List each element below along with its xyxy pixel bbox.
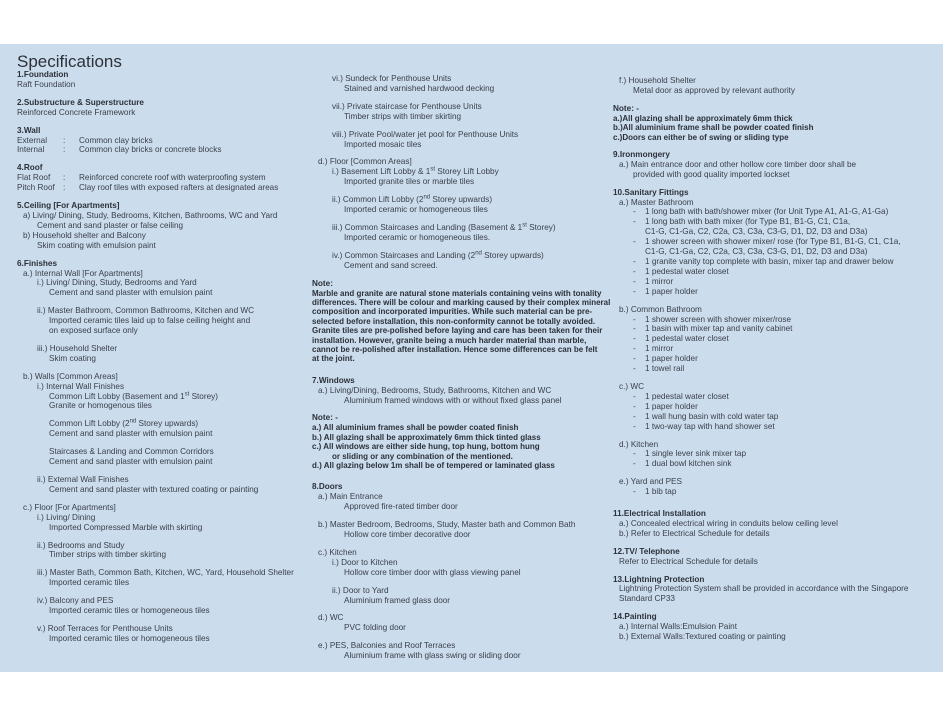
finishes-d3-value: Imported ceramic or homogeneous tiles. xyxy=(344,232,491,242)
doors-c2-value: Aluminium framed glass door xyxy=(344,595,451,605)
colon: : xyxy=(63,135,66,145)
list-item xyxy=(613,207,935,217)
bullet-dash: - xyxy=(633,286,636,296)
list-item-text: 1 mirror xyxy=(645,276,674,286)
bullet-dash: - xyxy=(633,324,636,334)
section-sanitary-heading: 10.Sanitary Fittings xyxy=(613,187,689,197)
bullet-dash: - xyxy=(633,276,636,286)
list-item xyxy=(613,237,935,247)
ceiling-item-b-value: Skim coating with emulsion paint xyxy=(37,240,156,250)
finishes-b: b.) Walls [Common Areas] xyxy=(23,371,118,381)
marble-note-line: cannot be re-polished after installation. Hence some differences can be felt xyxy=(312,344,598,354)
bullet-dash: - xyxy=(633,257,636,266)
painting-a: a.) Internal Walls:Emulsion Paint xyxy=(619,622,738,632)
roof-pitch-value: Clay roof tiles with exposed rafters at designated areas xyxy=(79,183,279,193)
finishes-d1-value: Imported granite tiles or marble tiles xyxy=(344,177,475,187)
finishes-d3-text-end: Storey) xyxy=(526,222,556,232)
list-item-text: 1 basin with mixer tap and vanity cabinet xyxy=(645,324,793,334)
painting-b: b.) External Walls:Textured coating or painting xyxy=(619,632,786,642)
finishes-c3: iii.) Master Bath, Common Bath, Kitchen, WC, Yard, Household Shelter xyxy=(37,568,294,578)
windows-note-line: or sliding or any combination of the mentioned. xyxy=(332,451,513,461)
roof-flat-value: Reinforced concrete roof with waterproofing system xyxy=(79,173,266,183)
section-windows-heading: 7.Windows xyxy=(312,375,355,385)
roof-pitch-label: Pitch Roof xyxy=(17,183,55,193)
electrical-a: a.) Concealed electrical wiring in conduits below ceiling level xyxy=(619,518,838,528)
bullet-dash: - xyxy=(633,487,636,497)
finishes-c6: vi.) Sundeck for Penthouse Units xyxy=(332,74,452,83)
list-item xyxy=(613,487,935,497)
list-item-text: 1 shower screen with shower mixer/rose xyxy=(645,314,792,324)
section-lightning-heading: 13.Lightning Protection xyxy=(613,574,705,584)
wall-internal-row xyxy=(17,145,317,155)
finishes-b2-value: Cement and sand plaster with textured coating or painting xyxy=(49,484,259,494)
doors-d: d.) WC xyxy=(318,613,344,623)
list-item xyxy=(613,354,935,364)
section-roof-heading: 4.Roof xyxy=(17,163,43,173)
doors-c1-value: Hollow core timber door with glass viewing panel xyxy=(344,567,521,577)
tv-value: Refer to Electrical Schedule for details xyxy=(619,556,758,566)
finishes-b1: i.) Internal Wall Finishes xyxy=(37,381,125,391)
colon: : xyxy=(63,145,66,155)
finishes-b2: ii.) External Wall Finishes xyxy=(37,475,129,484)
marble-note-line: installation. However, granite being a much harder material than marble, xyxy=(312,335,587,345)
marble-note-line: composition and incorporated impurities. While such material can be pre- xyxy=(312,307,593,317)
wall-external-value: Common clay bricks xyxy=(79,135,153,145)
finishes-b1a-text: Common Lift Lobby (Basement and 1 xyxy=(49,391,185,401)
marble-note-heading: Note: xyxy=(312,278,333,288)
section-substructure-heading: 2.Substructure & Superstructure xyxy=(17,97,144,107)
doors-f-value: Metal door as approved by relevant authority xyxy=(633,85,796,95)
list-item-text: 1 paper holder xyxy=(645,354,698,364)
finishes-c5: v.) Roof Terraces for Penthouse Units xyxy=(37,623,173,633)
ceiling-item-a: a) Living/ Dining, Study, Bedrooms, Kitchen, Bathrooms, WC and Yard xyxy=(23,210,278,220)
superscript: st xyxy=(430,166,435,173)
finishes-c2: ii.) Bedrooms and Study xyxy=(37,540,125,550)
list-item-text: 1 mirror xyxy=(645,344,674,354)
section-finishes-heading: 6.Finishes xyxy=(17,258,58,268)
sanitary-a: a.) Master Bathroom xyxy=(619,197,694,207)
doors-c2: ii.) Door to Yard xyxy=(332,585,389,595)
list-item-text: 1 pedestal water closet xyxy=(645,391,729,401)
finishes-d2 xyxy=(312,195,612,205)
colon: : xyxy=(63,183,66,193)
windows-note-line: b.) All glazing shall be approximately 6mm thick tinted glass xyxy=(312,432,541,442)
roof-pitch-row xyxy=(17,183,317,193)
finishes-d1 xyxy=(312,167,612,177)
finishes-b1b xyxy=(17,419,317,429)
doors-note-line: a.)All glazing shall be approximately 6mm thick xyxy=(613,113,793,123)
bullet-dash: - xyxy=(633,314,636,324)
doors-b-value: Hollow core timber decorative door xyxy=(344,530,471,540)
ceiling-item-a-value: Cement and sand plaster or false ceiling xyxy=(37,220,184,230)
list-item xyxy=(613,287,935,297)
bullet-dash: - xyxy=(633,237,636,247)
finishes-c4: iv.) Balcony and PES xyxy=(37,596,114,606)
finishes-c6-value: Stained and varnished hardwood decking xyxy=(344,83,495,93)
bullet-dash: - xyxy=(633,411,636,421)
list-item xyxy=(613,449,935,459)
finishes-b1a xyxy=(17,392,317,402)
list-item xyxy=(613,267,935,277)
bullet-dash: - xyxy=(633,459,636,469)
wall-external-row xyxy=(17,136,317,146)
bullet-dash: - xyxy=(633,421,636,431)
finishes-c7: vii.) Private staircase for Penthouse Units xyxy=(332,101,482,111)
list-item-text: 1 dual bowl kitchen sink xyxy=(645,459,732,469)
list-item-text: 1 single lever sink mixer tap xyxy=(645,449,747,459)
doors-note-line: c.)Doors can either be of swing or sliding type xyxy=(613,132,789,142)
marble-note-line: at the joint. xyxy=(312,354,355,364)
list-item-text: 1 paper holder xyxy=(645,401,698,411)
list-item xyxy=(613,459,935,469)
colon: : xyxy=(63,173,66,183)
windows-note-line: a.) All aluminium frames shall be powder coated finish xyxy=(312,423,519,433)
superscript: nd xyxy=(475,250,482,257)
finishes-b1c: Staircases & Landing and Common Corridors xyxy=(49,447,214,457)
finishes-c1: i.) Living/ Dining xyxy=(37,512,96,522)
bullet-dash: - xyxy=(633,266,636,276)
foundation-value: Raft Foundation xyxy=(17,79,76,89)
lightning-value-2: Standard CP33 xyxy=(619,594,675,604)
finishes-c2-value: Timber strips with timber skirting xyxy=(49,550,167,560)
finishes-a2-value-2: on exposed surface only xyxy=(49,326,138,336)
windows-note-line: c.) All windows are either side hung, top hung, bottom hung xyxy=(312,442,540,452)
page-title: Specifications xyxy=(17,52,122,71)
finishes-a: a.) Internal Wall [For Apartments] xyxy=(23,268,143,278)
list-item xyxy=(613,277,935,287)
list-item-text: 1 paper holder xyxy=(645,286,698,296)
finishes-a2-value: Imported ceramic tiles laid up to false ceiling height and xyxy=(49,316,251,326)
list-item-text: 1 wall hung basin with cold water tap xyxy=(645,411,779,421)
superscript: nd xyxy=(423,194,431,201)
doors-d-value: PVC folding door xyxy=(344,623,406,633)
wall-external-label: External xyxy=(17,135,48,145)
list-item xyxy=(613,364,935,374)
lightning-value: Lightning Protection System shall be provided in accordance with the Singapore xyxy=(619,584,909,594)
list-item-text: 1 towel rail xyxy=(645,364,685,374)
finishes-d2-value: Imported ceramic or homogeneous tiles xyxy=(344,205,488,215)
finishes-c3-value: Imported ceramic tiles xyxy=(49,578,130,588)
finishes-b1a-value: Granite or homogenous tiles xyxy=(49,401,152,411)
marble-note-line: Granite tiles are pre-polished before laying and care has been taken for their xyxy=(312,326,603,336)
list-item xyxy=(613,315,935,325)
list-item xyxy=(613,344,935,354)
column-3 xyxy=(613,76,935,642)
list-item xyxy=(613,412,935,422)
doors-e: e.) PES, Balconies and Roof Terraces xyxy=(318,641,456,651)
finishes-d4 xyxy=(312,251,612,261)
section-doors-heading: 8.Doors xyxy=(312,482,343,492)
sanitary-d: d.) Kitchen xyxy=(619,439,659,449)
finishes-b1b-text: Common Lift Lobby (2 xyxy=(49,419,130,429)
marble-note-line: Marble and granite are natural stone materials containing veins with tonality xyxy=(312,288,602,298)
finishes-d: d.) Floor [Common Areas] xyxy=(318,157,412,167)
finishes-c8: viii.) Private Pool/water jet pool for Penthouse Units xyxy=(332,129,519,139)
finishes-c8-value: Imported mosaic tiles xyxy=(344,139,422,149)
doors-note-heading: Note: - xyxy=(613,103,639,113)
ironmongery-a: a.) Main entrance door and other hollow core timber door shall be xyxy=(619,159,857,169)
finishes-c7-value: Timber strips with timber skirting xyxy=(344,111,462,121)
finishes-a3-value: Skim coating xyxy=(49,353,96,363)
substructure-value: Reinforced Concrete Framework xyxy=(17,107,136,117)
doors-a-value: Approved fire-rated timber door xyxy=(344,502,458,512)
bullet-dash: - xyxy=(633,364,636,374)
list-item-text: 1 pedestal water closet xyxy=(645,334,729,344)
finishes-c5-value: Imported ceramic tiles or homogeneous tiles xyxy=(49,633,210,643)
list-item xyxy=(613,217,935,227)
list-item xyxy=(613,402,935,412)
section-foundation-heading: 1.Foundation xyxy=(17,70,69,79)
marble-note-line: selected before installation, this non-conformity cannot be totally avoided. xyxy=(312,316,596,326)
finishes-d3 xyxy=(312,223,612,233)
bullet-dash: - xyxy=(633,207,636,217)
finishes-a3: iii.) Household Shelter xyxy=(37,343,118,353)
list-item-text: 1 shower screen with shower mixer/ rose (for Type B1, B1-G, C1, C1a, xyxy=(645,237,901,247)
finishes-d1-text: i.) Basement Lift Lobby & 1 xyxy=(332,167,431,177)
finishes-b1b-value: Cement and sand plaster with emulsion paint xyxy=(49,429,213,439)
column-2 xyxy=(312,74,612,661)
doors-c1: i.) Door to Kitchen xyxy=(332,557,398,567)
finishes-c1-value: Imported Compressed Marble with skirting xyxy=(49,522,203,532)
list-item-continuation: C1-G, C1-Ga, C2, C2a, C3, C3a, C3-G, D1, D2, D3 and D3a) xyxy=(645,227,868,237)
list-item-continuation: C1-G, C1-Ga, C2, C2a, C3, C3a, C3-G, D1, D2, D3 and D3a) xyxy=(645,247,868,257)
doors-c: c.) Kitchen xyxy=(318,547,357,557)
section-ceiling-heading: 5.Ceiling [For Apartments] xyxy=(17,201,120,211)
finishes-a1: i.) Living/ Dining, Study, Bedrooms and Yard xyxy=(37,278,197,288)
sanitary-e: e.) Yard and PES xyxy=(619,477,682,487)
windows-note-line: d.) All glazing below 1m shall be of tempered or laminated glass xyxy=(312,461,555,470)
bullet-dash: - xyxy=(633,354,636,364)
wall-internal-label: Internal xyxy=(17,145,45,155)
section-tv-heading: 12.TV/ Telephone xyxy=(613,546,680,556)
bullet-dash: - xyxy=(633,334,636,344)
doors-b: b.) Master Bedroom, Bedrooms, Study, Master bath and Common Bath xyxy=(318,520,576,530)
list-item-text: 1 bib tap xyxy=(645,487,677,497)
windows-a: a.) Living/Dining, Bedrooms, Study, Bathrooms, Kitchen and WC xyxy=(318,385,552,395)
superscript: st xyxy=(184,390,190,397)
list-item-text: 1 long bath with bath/shower mixer (for Unit Type A1, A1-G, A1-Ga) xyxy=(645,207,889,217)
list-item-text: 1 long bath with bath mixer (for Type B1, B1-G, C1, C1a, xyxy=(645,217,851,227)
finishes-b1c-value: Cement and sand plaster with emulsion paint xyxy=(49,457,213,467)
list-item xyxy=(613,334,935,344)
finishes-b1b-text-end: Storey upwards) xyxy=(136,419,199,429)
superscript: st xyxy=(522,222,527,229)
finishes-d4-text-end: Storey upwards) xyxy=(481,250,544,260)
marble-note-line: differences. There will be colour and marking caused by their complex mineral xyxy=(312,297,611,307)
list-item xyxy=(613,257,935,267)
list-item xyxy=(613,324,935,334)
finishes-b1a-text-end: Storey) xyxy=(189,391,218,401)
list-item-text: 1 granite vanity top complete with basin, mixer tap and drawer below xyxy=(645,257,894,266)
doors-note-line: b.)All aluminium frame shall be powder coated finish xyxy=(613,123,814,133)
windows-note-heading: Note: - xyxy=(312,413,338,423)
bullet-dash: - xyxy=(633,344,636,354)
section-wall-heading: 3.Wall xyxy=(17,125,41,135)
doors-f: f.) Household Shelter xyxy=(619,76,696,85)
finishes-d3-text: iii.) Common Staircases and Landing (Basement & 1 xyxy=(332,222,523,232)
roof-flat-row xyxy=(17,173,317,183)
section-ironmongery-heading: 9.Ironmongery xyxy=(613,149,670,159)
roof-flat-label: Flat Roof xyxy=(17,173,51,183)
column-1 xyxy=(17,70,317,644)
doors-e-value: Aluminium frame with glass swing or sliding door xyxy=(344,651,521,661)
finishes-d1-text-end: Storey Lift Lobby xyxy=(434,167,499,177)
bullet-dash: - xyxy=(633,401,636,411)
finishes-c: c.) Floor [For Apartments] xyxy=(23,502,116,512)
ceiling-item-b: b) Household shelter and Balcony xyxy=(23,230,146,240)
superscript: nd xyxy=(129,418,137,425)
bullet-dash: - xyxy=(633,217,636,227)
doors-a: a.) Main Entrance xyxy=(318,492,383,502)
finishes-a1-value: Cement and sand plaster with emulsion paint xyxy=(49,288,213,298)
list-item-text: 1 pedestal water closet xyxy=(645,266,729,276)
finishes-c4-value: Imported ceramic tiles or homogeneous tiles xyxy=(49,606,210,616)
finishes-d2-text-end: Storey upwards) xyxy=(430,195,493,205)
finishes-d4-text: iv.) Common Staircases and Landing (2 xyxy=(332,250,476,260)
electrical-b: b.) Refer to Electrical Schedule for details xyxy=(619,528,770,538)
wall-internal-value: Common clay bricks or concrete blocks xyxy=(79,145,222,155)
sanitary-b: b.) Common Bathroom xyxy=(619,304,702,314)
section-painting-heading: 14.Painting xyxy=(613,612,657,622)
sanitary-c: c.) WC xyxy=(619,381,645,391)
specifications-sheet xyxy=(0,44,943,672)
windows-a-value: Aluminium framed windows with or without fixed glass panel xyxy=(344,395,562,405)
list-item-text: 1 two-way tap with hand shower set xyxy=(645,421,775,431)
list-item xyxy=(613,422,935,432)
bullet-dash: - xyxy=(633,449,636,459)
section-electrical-heading: 11.Electrical Installation xyxy=(613,509,706,519)
ironmongery-a-value: provided with good quality imported lockset xyxy=(633,169,790,179)
finishes-a2: ii.) Master Bathroom, Common Bathrooms, Kitchen and WC xyxy=(37,306,255,316)
list-item xyxy=(613,392,935,402)
finishes-d4-value: Cement and sand screed. xyxy=(344,260,438,270)
bullet-dash: - xyxy=(633,391,636,401)
finishes-d2-text: ii.) Common Lift Lobby (2 xyxy=(332,195,424,205)
